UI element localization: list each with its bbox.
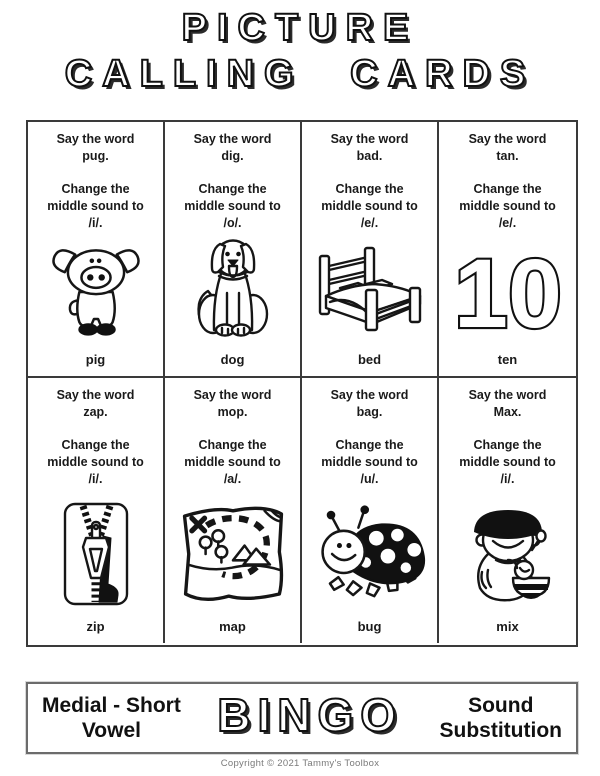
card-answer-label: map: [219, 619, 246, 634]
sound-line: /o/.: [223, 216, 242, 230]
change-line-2: middle sound to: [321, 454, 418, 469]
word-line: Max.: [493, 405, 522, 420]
card-prompt: [184, 387, 281, 488]
card-prompt: [184, 131, 281, 232]
card-answer-label: dog: [220, 352, 245, 367]
say-line: Say the word: [330, 132, 409, 146]
word-line: mop.: [217, 405, 248, 420]
word-line: pug.: [82, 149, 109, 164]
change-line-1: Change the: [61, 437, 130, 452]
kid-mixing-illustration: [443, 488, 572, 619]
dog-illustration: [169, 232, 296, 352]
sound-line: /i/.: [88, 216, 103, 230]
card-answer-label: pig: [85, 352, 106, 367]
banner-left-text: [42, 693, 181, 743]
change-line-2: middle sound to: [184, 198, 281, 213]
copyright-footer: Copyright © 2021 Tammy's Toolbox: [220, 758, 380, 769]
change-line-1: Change the: [335, 437, 404, 452]
change-line-2: middle sound to: [47, 454, 144, 469]
change-line-2: middle sound to: [184, 454, 281, 469]
change-line-1: Change the: [198, 437, 267, 452]
say-line: Say the word: [330, 388, 409, 402]
word-line: bag.: [356, 405, 383, 420]
card-prompt: [459, 387, 556, 488]
calling-card-mop-map: [165, 378, 302, 643]
card-answer-label: ten: [497, 352, 518, 367]
card-answer-label: bed: [357, 352, 382, 367]
change-line-1: Change the: [61, 181, 130, 196]
say-line: Say the word: [56, 132, 135, 146]
calling-cards-grid: [26, 120, 578, 647]
banner-right-text: [440, 693, 562, 743]
number-ten-illustration: [443, 232, 572, 352]
sound-line: /i/.: [88, 472, 103, 486]
change-line-1: Change the: [473, 437, 542, 452]
card-answer-label: mix: [496, 619, 519, 634]
word-line: tan.: [496, 149, 519, 164]
banner-left-line-2: Vowel: [81, 719, 141, 742]
sound-line: /e/.: [498, 216, 517, 230]
change-line-2: middle sound to: [47, 198, 144, 213]
ten-numeral: 10: [453, 239, 562, 346]
calling-card-zap-zip: [28, 378, 165, 643]
card-answer-label: zip: [86, 619, 105, 634]
say-line: Say the word: [468, 132, 547, 146]
change-line-2: middle sound to: [459, 198, 556, 213]
change-line-1: Change the: [335, 181, 404, 196]
calling-card-dig-dog: [165, 122, 302, 378]
calling-card-pug-pig: [28, 122, 165, 378]
say-line: Say the word: [56, 388, 135, 402]
banner-right-line-2: Substitution: [439, 719, 562, 742]
sound-line: /i/.: [500, 472, 515, 486]
say-line: Say the word: [193, 388, 272, 402]
bingo-title-banner: [26, 682, 578, 754]
change-line-2: middle sound to: [459, 454, 556, 469]
page-title-line-1: PICTURE: [181, 7, 419, 49]
card-answer-label: bug: [357, 619, 382, 634]
ladybug-illustration: [306, 488, 433, 619]
pig-illustration: [32, 232, 159, 352]
say-line: Say the word: [468, 388, 547, 402]
word-line: zap.: [83, 405, 108, 420]
say-line: Say the word: [193, 132, 272, 146]
zipper-illustration: [32, 488, 159, 619]
change-line-2: middle sound to: [321, 198, 418, 213]
banner-right-line-1: Sound: [468, 693, 534, 717]
card-prompt: [459, 131, 556, 232]
sound-line: /e/.: [360, 216, 379, 230]
sound-line: /a/.: [223, 472, 242, 486]
change-line-1: Change the: [473, 181, 542, 196]
bingo-word: BINGO: [217, 689, 404, 742]
page-title-line-2: CALLING CARDS: [64, 52, 536, 95]
card-prompt: [321, 131, 418, 232]
bed-illustration: [306, 232, 433, 352]
calling-card-bag-bug: [302, 378, 439, 643]
word-line: bad.: [356, 149, 383, 164]
treasure-map-illustration: [169, 488, 296, 619]
word-line: dig.: [221, 149, 244, 164]
card-prompt: [321, 387, 418, 488]
calling-card-tan-ten: [439, 122, 576, 378]
change-line-1: Change the: [198, 181, 267, 196]
calling-card-bad-bed: [302, 122, 439, 378]
sound-line: /u/.: [360, 472, 379, 486]
card-prompt: [47, 387, 144, 488]
calling-card-max-mix: [439, 378, 576, 643]
banner-left-line-1: Medial - Short: [42, 693, 181, 717]
page-header: [0, 0, 600, 97]
card-prompt: [47, 131, 144, 232]
